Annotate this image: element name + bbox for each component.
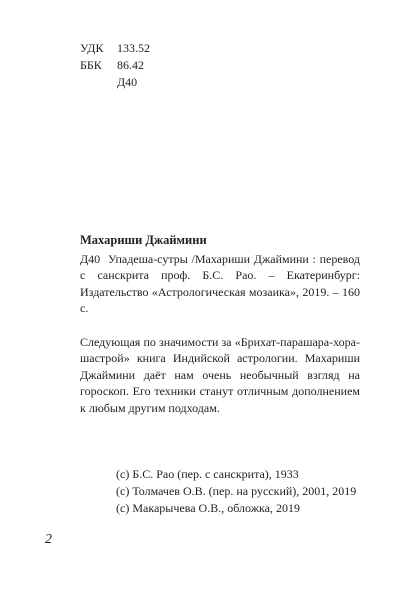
classification-key: ББК: [80, 58, 102, 72]
classification-value: Д40: [117, 75, 138, 89]
page-number: 2: [45, 532, 52, 547]
classification-block: [80, 40, 150, 91]
classification-value: 86.42: [117, 58, 144, 72]
copyright-line: (с) Макарычева О.В., обложка, 2019: [116, 501, 300, 515]
description-text: Упадеша-сутры /Махариши Джаймини : перевод с санскрита проф. Б.С. Рао. – Екатеринбург: Издательство «Астрологическая мозаика», 2019. – 160 с.: [80, 251, 360, 315]
classification-key: УДК: [80, 41, 104, 55]
author-heading: Махариши Джаймини: [80, 233, 207, 247]
classification-value: 133.52: [117, 41, 150, 55]
copyright-line: (с) Б.С. Рао (пер. с санскрита), 1933: [116, 467, 299, 481]
classification-bbk: [80, 57, 150, 74]
classification-udk: [80, 40, 150, 57]
catalog-code: Д40: [80, 251, 101, 266]
annotation: Следующая по значимости за «Брихат-парашара-хора-шастрой» книга Индийской астрологии. Махариши Джаймини даёт нам очень необычный взгляд на гороскоп. Его техники станут отличным дополнением к любым другим подходам.: [80, 334, 360, 415]
bibliographic-description: [80, 251, 360, 317]
classification-author-mark: [80, 74, 150, 91]
copyright-block: [116, 466, 356, 517]
bibliographic-record: [80, 232, 360, 416]
copyright-line: (с) Толмачев О.В. (пер. на русский), 2001, 2019: [116, 484, 357, 498]
